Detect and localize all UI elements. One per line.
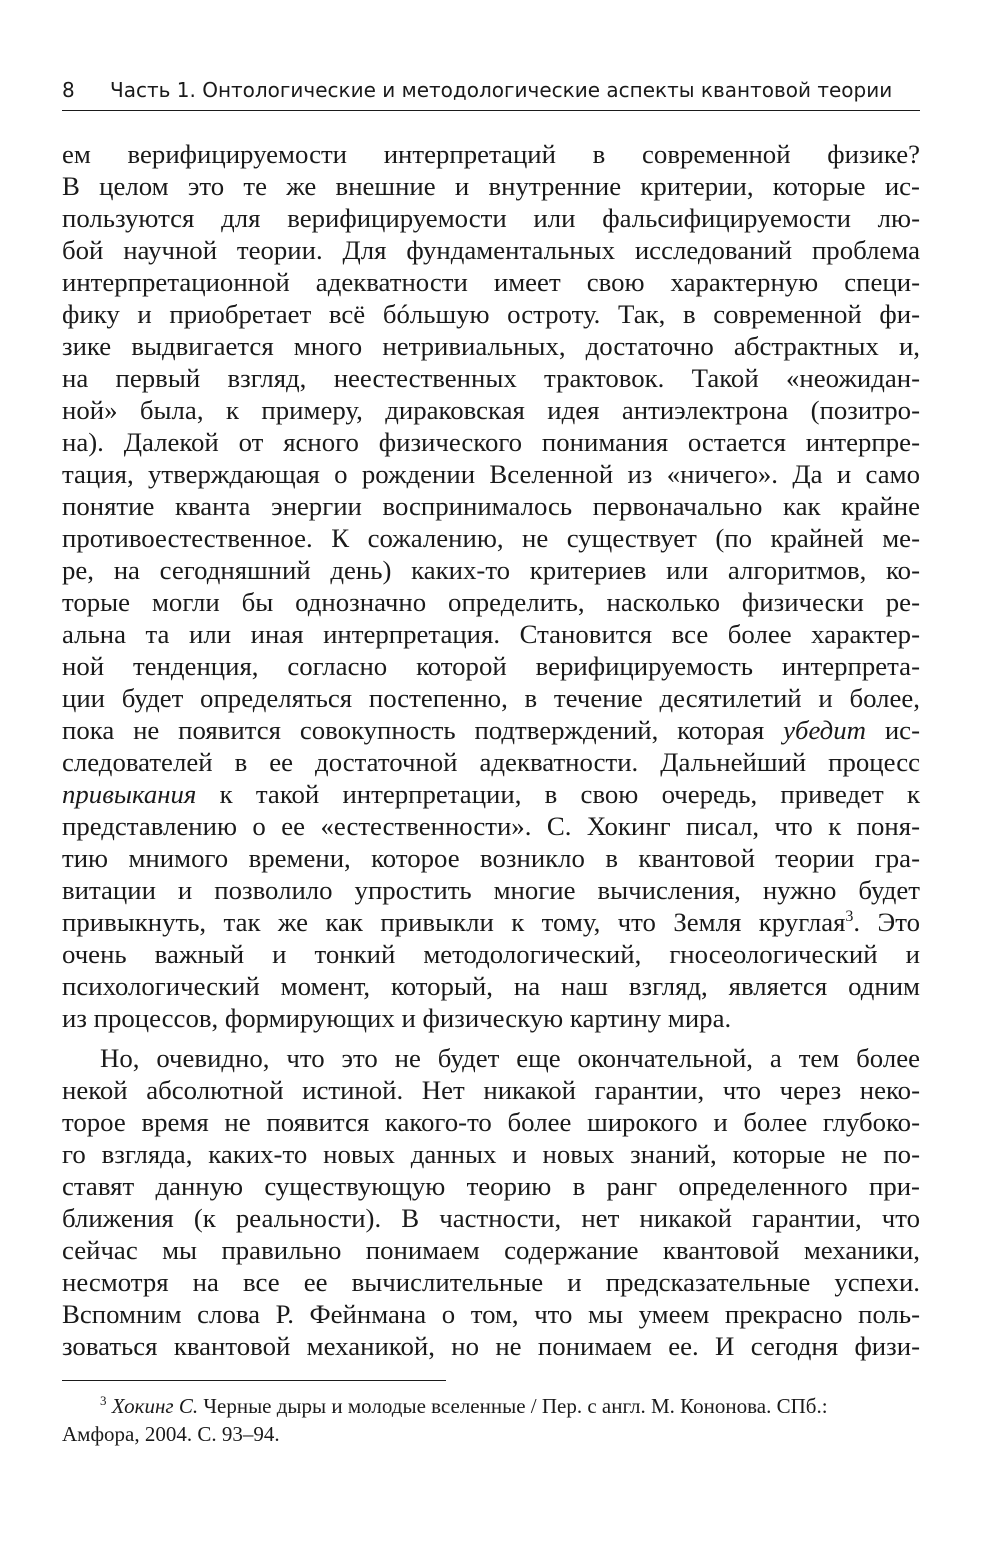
paragraph-2 [62,1042,920,1362]
text-segment: . Это [853,907,920,937]
text-line: ной» была, к примеру, дираковская идея антиэлектрона (позитро- [62,395,920,425]
text-line: ре, на сегодняшний день) каких-то критериев или алгоритмов, ко- [62,555,920,585]
text-line: витации и позволило упростить многие вычисления, нужно будет [62,875,920,905]
text-line: зике выдвигается много нетривиальных, достаточно абстрактных и, [62,331,920,361]
footnote-author: Хокинг С. [111,1394,199,1418]
footnote-line: Амфора, 2004. С. 93–94. [62,1422,280,1446]
text-line: несмотря на все ее вычислительные и предсказательные успехи. [62,1267,920,1297]
text-line: Вспомним слова Р. Фейнмана о том, что мы умеем прекрасно поль- [62,1299,920,1329]
italic-word: убедит [783,715,866,745]
text-line: ближения (к реальности). В частности, нет никакой гарантии, что [62,1203,920,1233]
text-line: на первый взгляд, неестественных трактовок. Такой «неожидан- [62,363,920,393]
text-line: В целом это те же внешние и внутренние критерии, которые ис- [62,171,920,201]
text-line: Но, очевидно, что это не будет еще окончательной, а тем более [100,1043,920,1073]
footnote-line [62,1392,920,1420]
text-line [62,778,920,810]
text-line: альна та или иная интерпретация. Становится все более характер- [62,619,920,649]
text-line: понятие кванта энергии воспринималось первоначально как крайне [62,491,920,521]
running-header [62,72,920,108]
paragraph-1 [62,138,920,1034]
text-line: ной тенденция, согласно которой верифицируемость интерпрета- [62,651,920,681]
text-line: тация, утверждающая о рождении Вселенной из «ничего». Да и само [62,459,920,489]
paragraph-gap [62,1034,920,1042]
text-line: тию мнимого времени, которое возникло в квантовой теории гра- [62,843,920,873]
text-line: из процессов, формирующих и физическую картину мира. [62,1003,732,1033]
page-number: 8 [62,78,75,102]
text-line: торое время не появится какого-то более широкого и более глубоко- [62,1107,920,1137]
text-line [62,906,920,938]
text-line: психологический момент, который, на наш взгляд, является одним [62,971,920,1001]
footnote-number: 3 [100,1393,107,1408]
footnote [62,1392,920,1448]
text-line: фику и приобретает всё бóльшую остроту. Так, в современной фи- [62,299,920,329]
text-line: представлению о ее «естественности». С. Хокинг писал, что к поня- [62,811,920,841]
text-segment: ис- [865,715,920,745]
footnote-citation: Черные дыры и молодые вселенные / Пер. с англ. М. Кононова. СПб.: [198,1394,828,1418]
text-line: бой научной теории. Для фундаментальных исследований проблема [62,235,920,265]
text-line: ставят данную существующую теорию в ранг определенного при- [62,1171,920,1201]
text-line: торые могли бы однозначно определить, насколько физически ре- [62,587,920,617]
text-line: зоваться квантовой механикой, но не понимаем ее. И сегодня физи- [62,1331,920,1361]
text-segment: к такой интерпретации, в свою очередь, приведет к [196,779,920,809]
text-line: ции будет определяться постепенно, в течение десятилетий и более, [62,683,920,713]
text-line: очень важный и тонкий методологический, гносеологический и [62,939,920,969]
main-text [62,138,920,1362]
text-line: противоестественное. К сожалению, не существует (по крайней ме- [62,523,920,553]
footnote-rule [62,1380,446,1381]
text-segment: привыкнуть, так же как привыкли к тому, что Земля круглая [62,907,846,937]
text-line [62,714,920,746]
text-line: некой абсолютной истиной. Нет никакой гарантии, что через неко- [62,1075,920,1105]
text-line: следователей в ее достаточной адекватности. Дальнейший процесс [62,747,920,777]
text-line: на). Далекой от ясного физического понимания остается интерпре- [62,427,920,457]
italic-word: привыкания [62,779,197,809]
text-line: го взгляда, каких-то новых данных и новых знаний, которые не по- [62,1139,920,1169]
footnote-reference[interactable]: 3 [845,908,854,925]
text-segment: пока не появится совокупность подтверждений, которая [62,715,784,745]
text-line: пользуются для верифицируемости или фальсифицируемости лю- [62,203,920,233]
header-rule [62,110,920,111]
running-title: Часть 1. Онтологические и методологические аспекты квантовой теории [110,78,893,102]
text-line: интерпретационной адекватности имеет свою характерную специ- [62,267,920,297]
text-line: сейчас мы правильно понимаем содержание квантовой механики, [62,1235,920,1265]
text-line: ем верифицируемости интерпретаций в современной физике? [62,139,920,169]
